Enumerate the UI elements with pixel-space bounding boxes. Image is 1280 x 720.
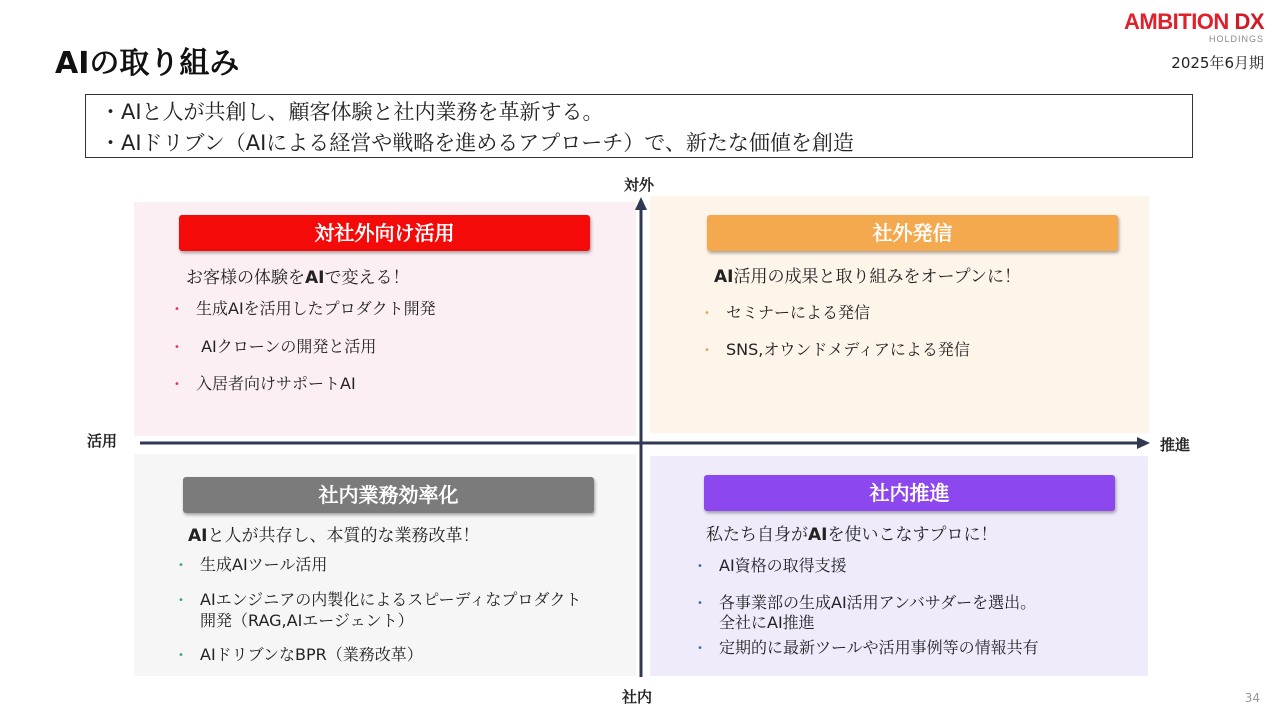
bullet-icon: • [174,303,180,315]
bullet-icon: • [178,649,184,661]
quadrant-title-external-use: 対社外向け活用 [179,215,590,251]
summary-line-2: ・AIドリブン（AIによる経営や戦略を進めるアプローチ）で、新たな価値を創造 [100,131,854,155]
logo-dx-text: DX [1234,9,1264,34]
axis-label-external: 対外 [624,176,655,194]
bullet-icon: • [178,559,184,571]
bullet-icon: • [704,307,710,319]
quadrant-title-internal-use: 社内業務効率化 [183,477,594,513]
list-item: • 定期的に最新ツールや活用事例等の情報共有 [697,638,1039,657]
quadrant-lead-internal-use: AIと人が共存し、本質的な業務改革！ [188,526,480,546]
axis-label-promotion: 推進 [1160,436,1191,454]
list-item: • AI資格の取得支援 [697,556,847,575]
bullet-icon: • [178,594,184,606]
list-item: • 生成AIを活用したプロダクト開発 [174,299,436,318]
list-item-continuation: 開発（RAG,AIエージェント） [200,611,414,630]
vertical-axis-arrowhead [635,197,647,210]
axis-label-internal: 社内 [622,688,653,706]
list-item: • AIエンジニアの内製化によるスピーディなプロダクト [178,590,582,609]
list-item: • AIクローンの開発と活用 [174,337,377,356]
page-title: AIの取り組み [55,46,240,81]
quadrant-lead-internal-promotion: 私たち自身がAIを使いこなすプロに！ [706,525,998,545]
bullet-icon: • [697,597,703,609]
list-item: • 各事業部の生成AI活用アンバサダーを選出。 [697,593,1037,612]
bullet-icon: • [704,344,710,356]
axis-label-use: 活用 [87,432,118,450]
quadrant-lead-external-promotion: AI活用の成果と取り組みをオープンに！ [714,267,1021,287]
bullet-icon: • [174,378,180,390]
quadrant-lead-external-use: お客様の体験をAIで変える！ [186,268,410,288]
list-item: • AIドリブンなBPR（業務改革） [178,645,423,664]
quadrant-title-internal-promotion: 社内推進 [704,475,1115,511]
summary-line-1: ・AIと人が共創し、顧客体験と社内業務を革新する。 [100,100,604,124]
bullet-icon: • [697,560,703,572]
page-number: 34 [1244,691,1260,705]
horizontal-axis-arrowhead [1137,437,1150,449]
bullet-icon: • [174,341,180,353]
list-item: • 入居者向けサポートAI [174,374,356,393]
fiscal-period: 2025年6月期 [1171,54,1264,72]
bullet-icon: • [697,642,703,654]
list-item: • 生成AIツール活用 [178,555,328,574]
logo-subtext: HOLDINGS [1208,34,1264,44]
quadrant-title-external-promotion: 社外発信 [707,215,1118,251]
list-item-continuation: 全社にAI推進 [719,613,815,632]
list-item: • セミナーによる発信 [704,303,871,322]
logo-text: AMBITION [1124,9,1229,34]
list-item: • SNS,オウンドメディアによる発信 [704,340,970,359]
